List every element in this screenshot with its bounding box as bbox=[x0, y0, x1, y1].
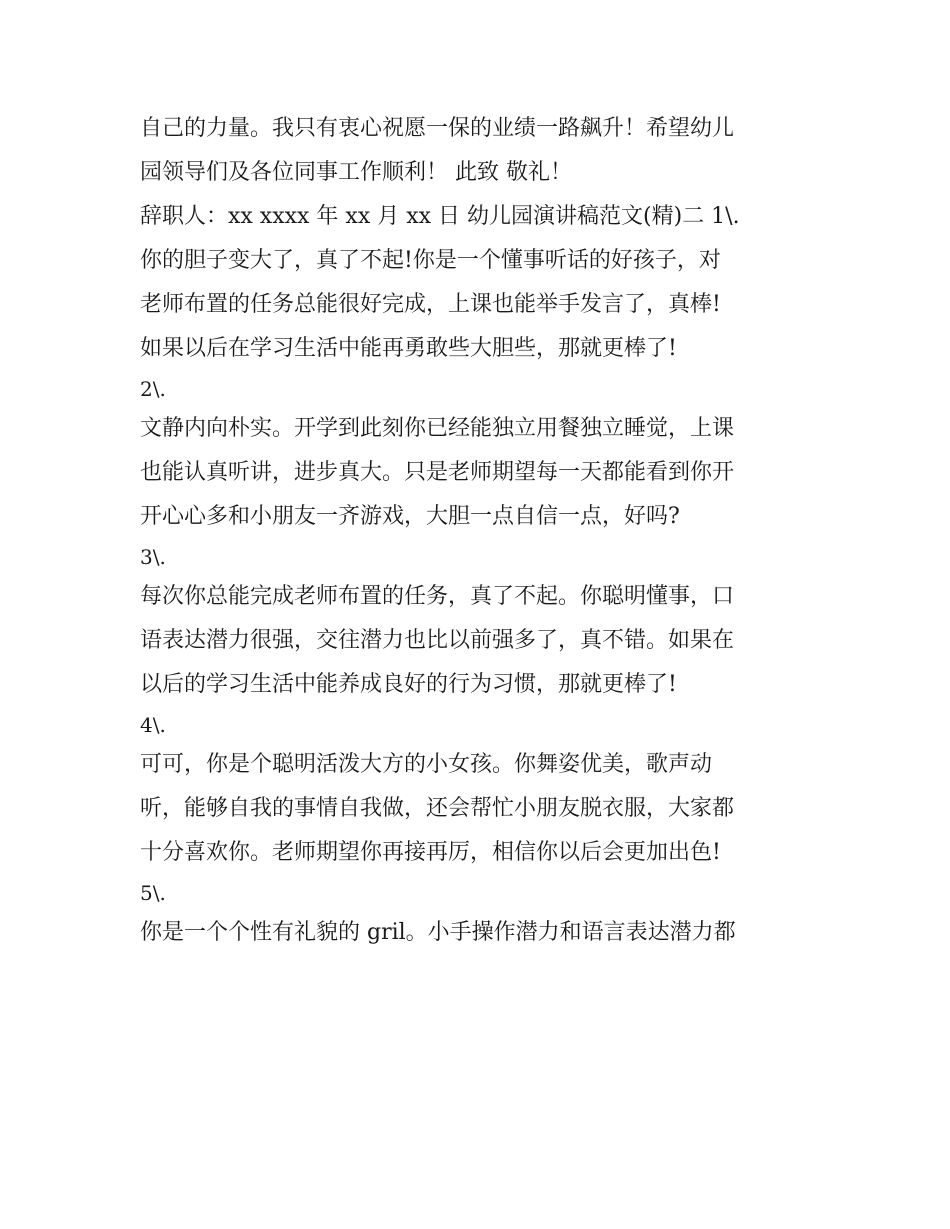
text-line: 你的胆子变大了，真了不起!你是一个懂事听话的好孩子，对 bbox=[140, 248, 721, 273]
text-line: 你是一个个性有礼貌的 gril。小手操作潜力和语言表达潜力都 bbox=[140, 920, 736, 945]
item-number: 5\. bbox=[140, 881, 166, 905]
text-line: 园领导们及各位同事工作顺利！ 此致 敬礼！ bbox=[140, 160, 572, 185]
text-line: 自己的力量。我只有衷心祝愿一保的业绩一路飙升！希望幼儿 bbox=[140, 116, 735, 141]
item-number: 3\. bbox=[140, 545, 166, 569]
item-number: 4\. bbox=[140, 713, 166, 737]
text-line: 可可，你是个聪明活泼大方的小女孩。你舞姿优美，歌声动 bbox=[140, 752, 713, 777]
text-line: 每次你总能完成老师布置的任务，真了不起。你聪明懂事，口 bbox=[140, 584, 735, 609]
item-number: 2\. bbox=[140, 377, 166, 401]
text-line: 十分喜欢你。老师期望你再接再厉，相信你以后会更加出色! bbox=[140, 840, 721, 865]
text-line: 以后的学习生活中能养成良好的行为习惯，那就更棒了! bbox=[140, 672, 677, 697]
text-line: 语表达潜力很强，交往潜力也比以前强多了，真不错。如果在 bbox=[140, 628, 735, 653]
signature-line: 辞职人：xx xxxx 年 xx 月 xx 日 幼儿园演讲稿范文(精)二 1\. bbox=[140, 204, 740, 229]
text-line: 听，能够自我的事情自我做，还会帮忙小朋友脱衣服，大家都 bbox=[140, 796, 735, 821]
text-line: 也能认真听讲，进步真大。只是老师期望每一天都能看到你开 bbox=[140, 460, 735, 485]
text-line: 如果以后在学习生活中能再勇敢些大胆些，那就更棒了! bbox=[140, 336, 677, 361]
document-body bbox=[140, 107, 820, 955]
text-line: 老师布置的任务总能很好完成，上课也能举手发言了，真棒! bbox=[140, 292, 721, 317]
text-line: 文静内向朴实。开学到此刻你已经能独立用餐独立睡觉，上课 bbox=[140, 416, 735, 441]
text-line: 开心心多和小朋友一齐游戏，大胆一点自信一点，好吗? bbox=[140, 504, 680, 529]
